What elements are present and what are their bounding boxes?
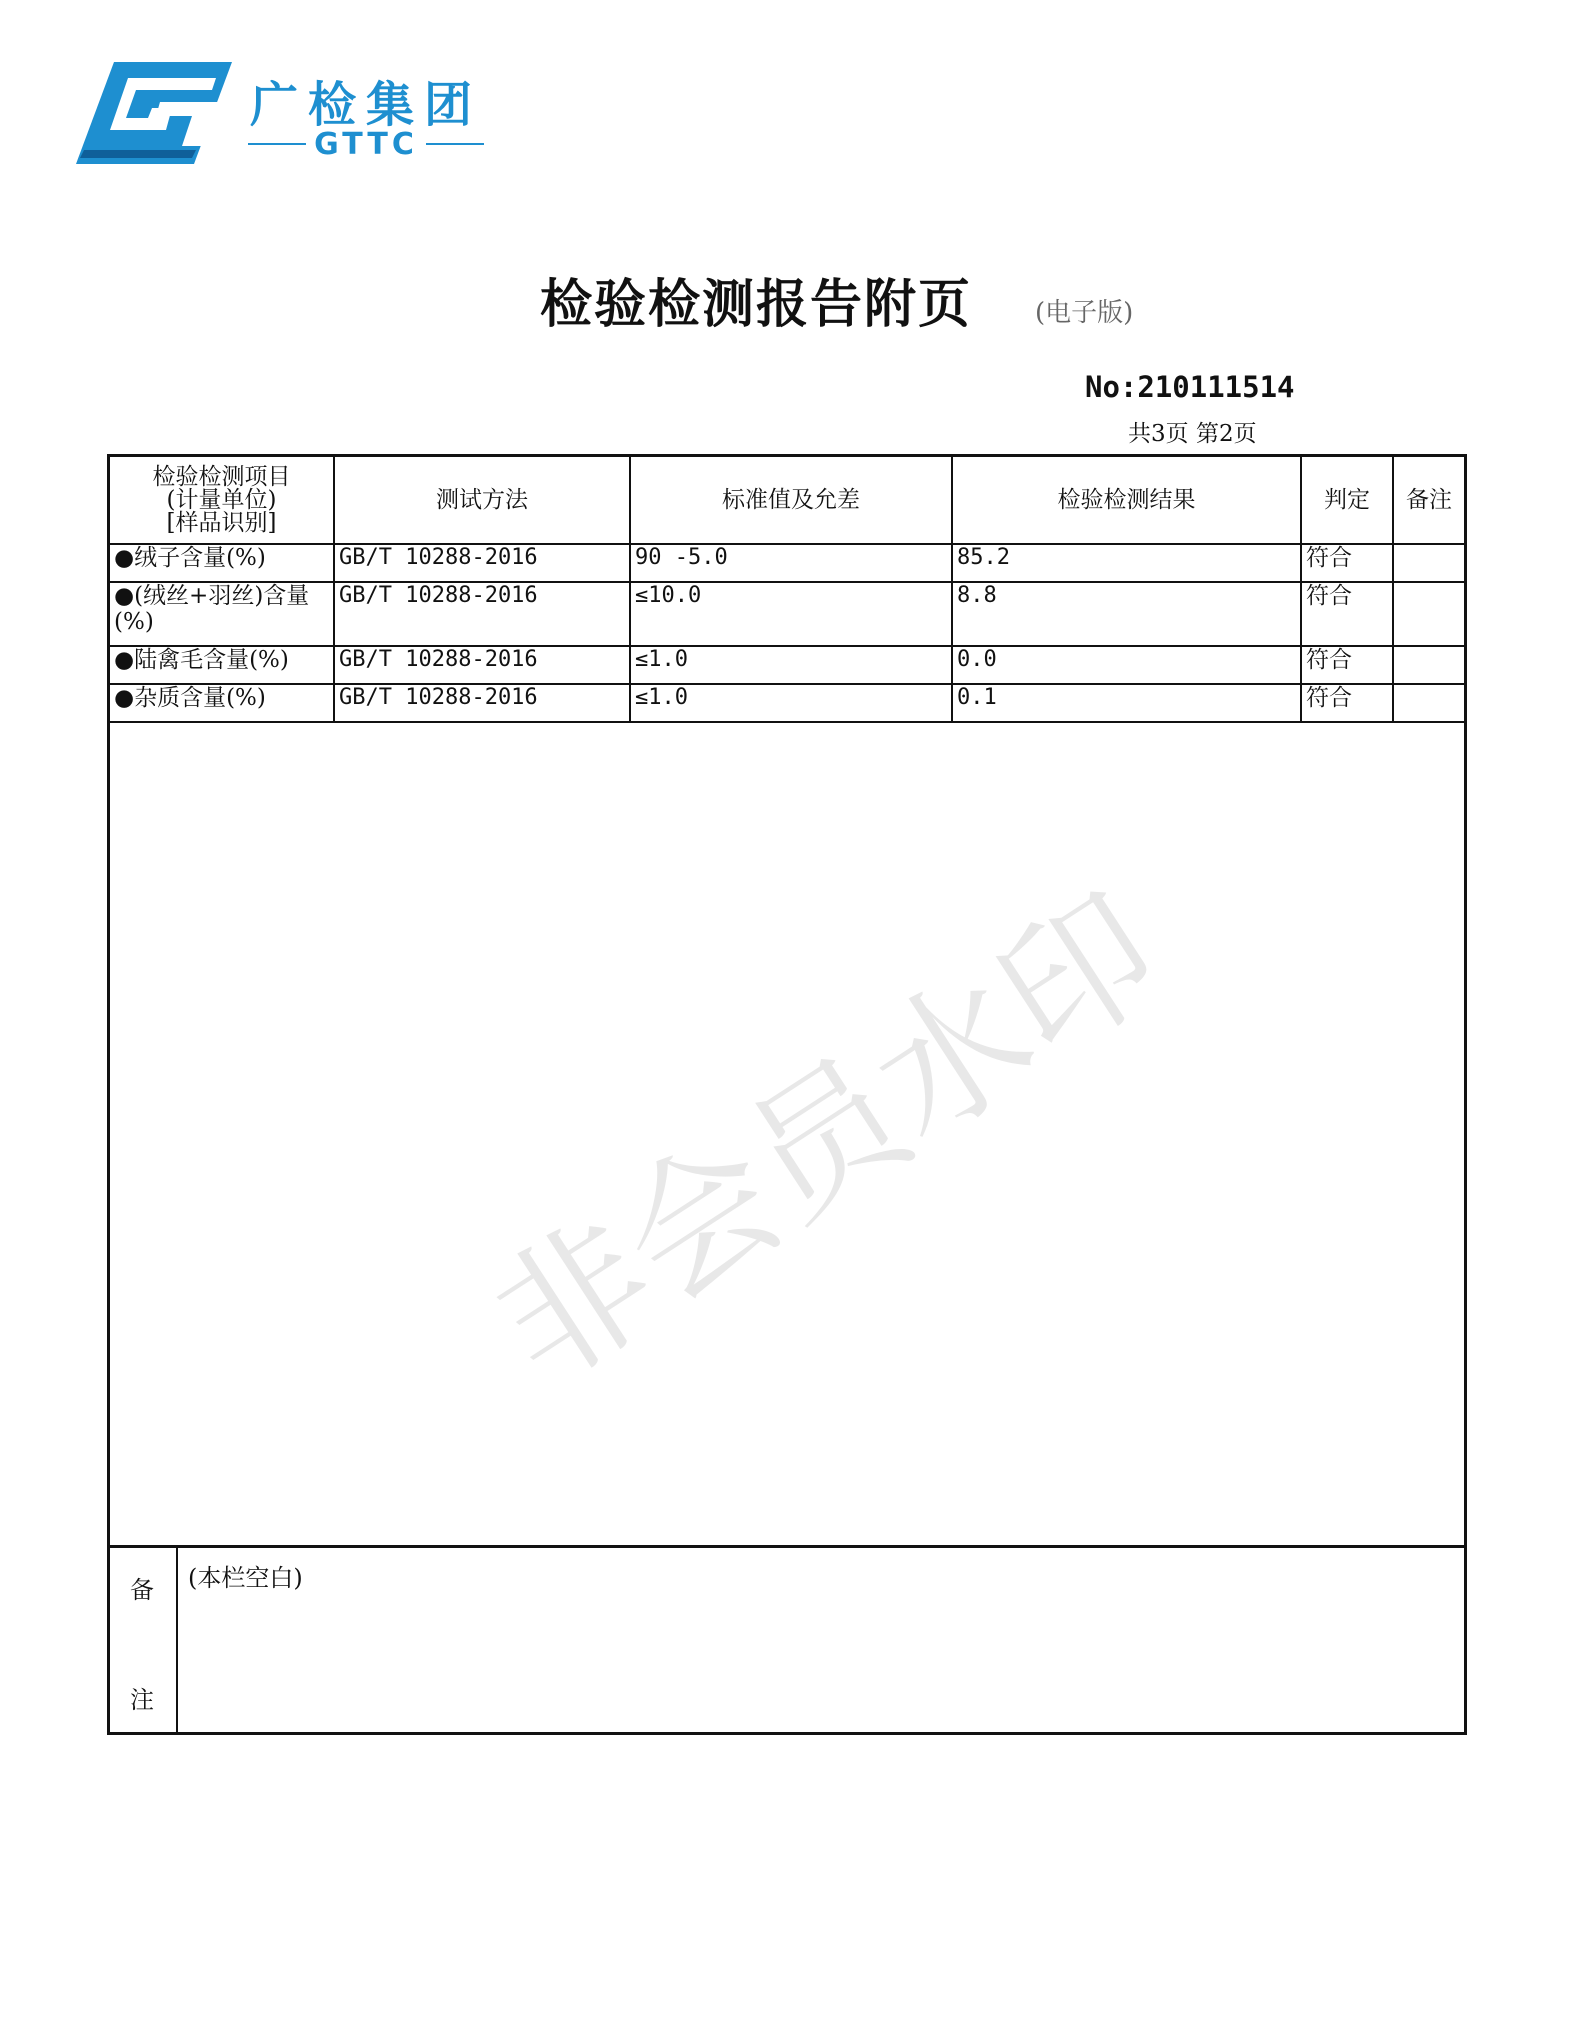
page-title: 检验检测报告附页 xyxy=(540,275,973,335)
cell-method: GB/T 10288-2016 xyxy=(334,684,630,722)
table-row xyxy=(110,582,1464,646)
cell-method: GB/T 10288-2016 xyxy=(334,582,630,646)
header-item xyxy=(110,457,334,544)
table-row xyxy=(110,646,1464,684)
report-number: No:210111514 xyxy=(1085,370,1295,404)
cell-remark xyxy=(1393,646,1464,684)
cell-judgment: 符合 xyxy=(1301,544,1393,582)
logo-divider-left xyxy=(248,143,306,145)
cell-result: 85.2 xyxy=(952,544,1301,582)
remarks-content: (本栏空白) xyxy=(188,1564,303,1592)
company-name-en: GTTC xyxy=(314,126,418,162)
table-header-row xyxy=(110,457,1464,544)
cell-method: GB/T 10288-2016 xyxy=(334,544,630,582)
remarks-label-column xyxy=(110,1548,178,1732)
header-result: 检验检测结果 xyxy=(952,457,1301,544)
header-item-line3: [样品识别] xyxy=(166,509,277,536)
results-table xyxy=(110,457,1464,723)
header-remark: 备注 xyxy=(1393,457,1464,544)
gttc-logo-icon xyxy=(74,58,234,168)
logo-divider-right xyxy=(426,143,484,145)
header-item-line2: (计量单位) xyxy=(166,486,277,513)
cell-result: 0.0 xyxy=(952,646,1301,684)
cell-judgment: 符合 xyxy=(1301,684,1393,722)
cell-result: 0.1 xyxy=(952,684,1301,722)
cell-standard: 90 -5.0 xyxy=(630,544,952,582)
cell-remark xyxy=(1393,544,1464,582)
remarks-label-char-2: 注 xyxy=(130,1686,154,1714)
cell-result: 8.8 xyxy=(952,582,1301,646)
remarks-label-char-1: 备 xyxy=(130,1576,154,1604)
cell-standard: ≤1.0 xyxy=(630,646,952,684)
watermark: 非会员水印 xyxy=(465,862,1190,1417)
company-name-en-wrap xyxy=(248,124,484,164)
header-method: 测试方法 xyxy=(334,457,630,544)
company-name-cn: 广检集团 xyxy=(250,77,483,133)
remarks-section xyxy=(107,1545,1467,1735)
cell-standard: ≤1.0 xyxy=(630,684,952,722)
results-frame xyxy=(107,454,1467,1548)
table-row xyxy=(110,684,1464,722)
page-info: 共3页 第2页 xyxy=(1128,421,1257,447)
cell-item: ●(绒丝+羽丝)含量(%) xyxy=(110,582,334,646)
cell-standard: ≤10.0 xyxy=(630,582,952,646)
cell-item: ●绒子含量(%) xyxy=(110,544,334,582)
header-standard: 标准值及允差 xyxy=(630,457,952,544)
cell-judgment: 符合 xyxy=(1301,582,1393,646)
cell-item: ●陆禽毛含量(%) xyxy=(110,646,334,684)
table-row xyxy=(110,544,1464,582)
cell-item: ●杂质含量(%) xyxy=(110,684,334,722)
cell-method: GB/T 10288-2016 xyxy=(334,646,630,684)
cell-remark xyxy=(1393,582,1464,646)
header-judgment: 判定 xyxy=(1301,457,1393,544)
cell-remark xyxy=(1393,684,1464,722)
cell-judgment: 符合 xyxy=(1301,646,1393,684)
header-item-line1: 检验检测项目 xyxy=(152,463,291,490)
edition-label: (电子版) xyxy=(1035,298,1134,328)
